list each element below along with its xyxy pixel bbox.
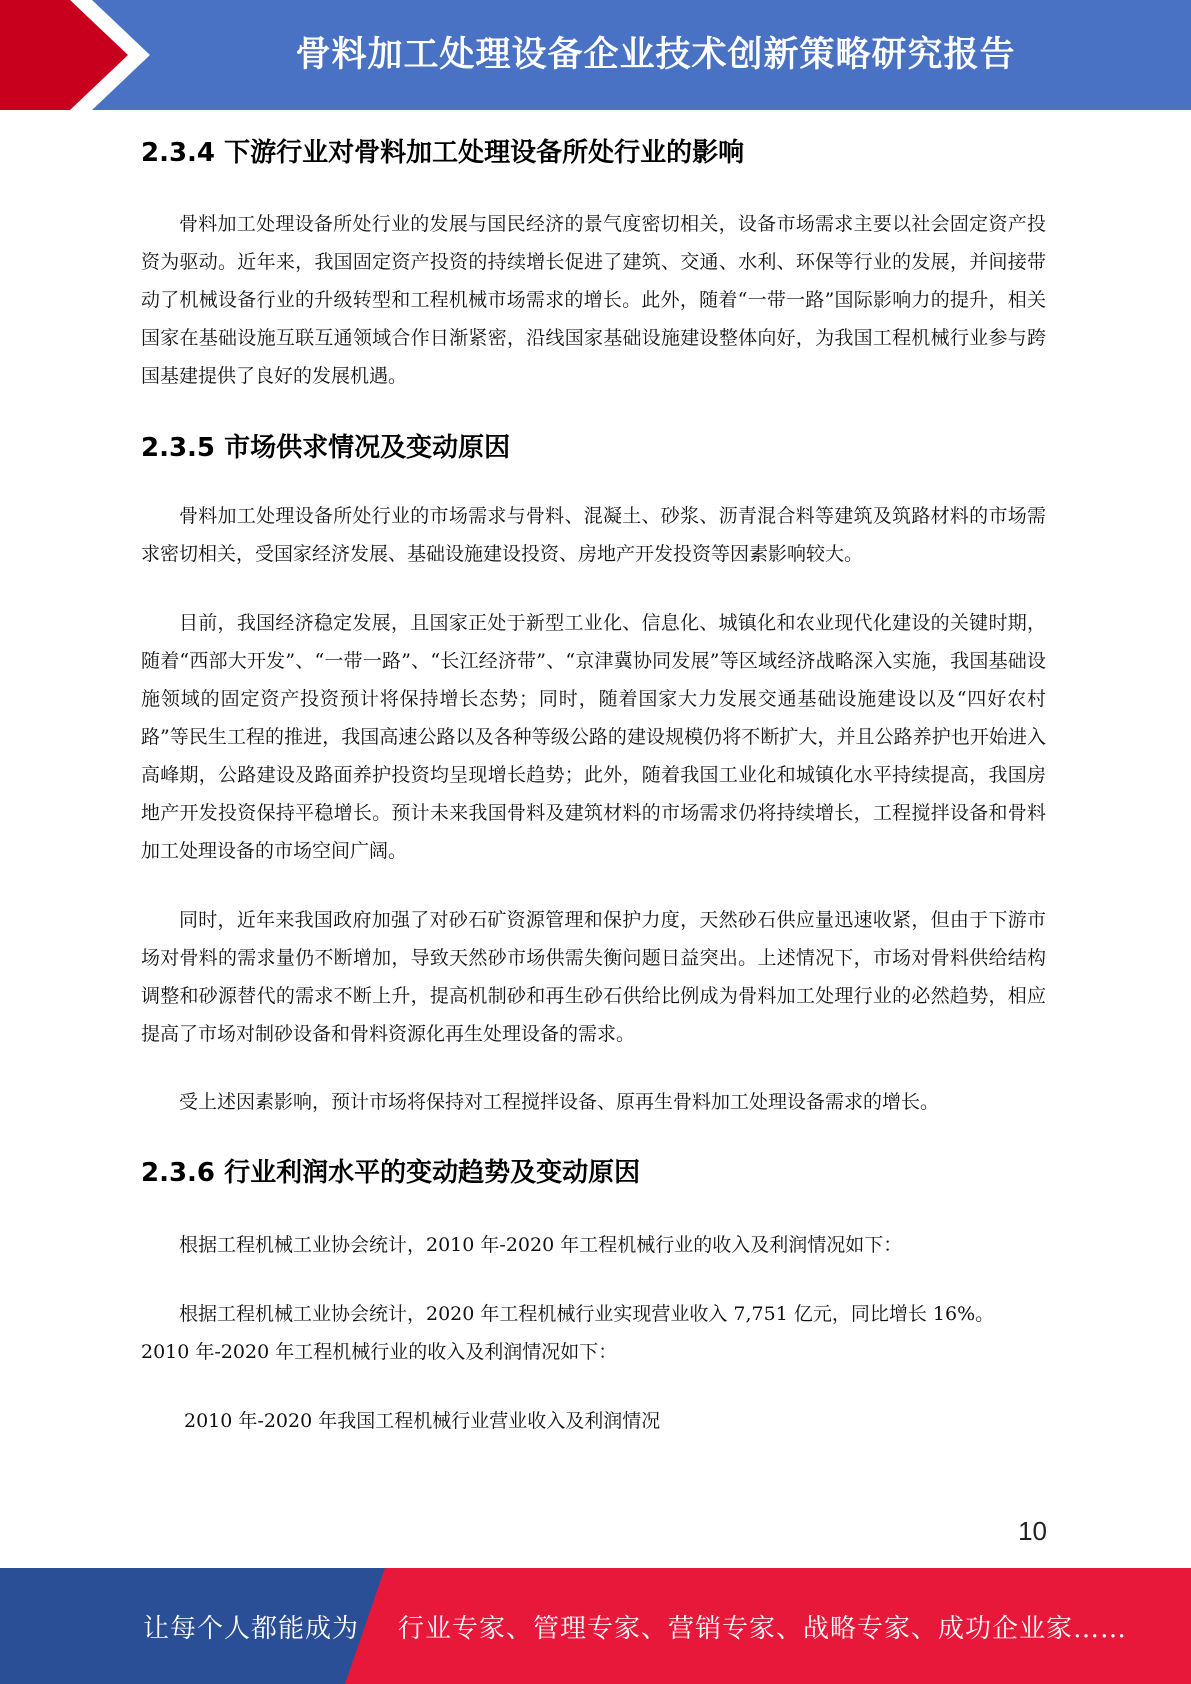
section-2-3-5-paragraph-2: 目前，我国经济稳定发展，且国家正处于新型工业化、信息化、城镇化和农业现代化建设的关键时期，随着“西部大开发”、“一带一路”、“长江经济带”、“京津冀协同发展”等区域经济战略深入实施，我国基础设施领域的固定资产投资预计将保持增长态势；同时，随着国家大力发展交通基础设施建设以及“四好农村路”等民生工程的推进，我国高速公路以及各种等级公路的建设规模仍将不断扩大，并且公路养护也开始进入高峰期，公路建设及路面养护投资均呈现增长趋势；此外，随着我国工业化和城镇化水平持续提高，我国房地产开发投资保持平稳增长。预计未来我国骨料及建筑材料的市场需求仍将持续增长，工程搅拌设备和骨料加工处理设备的市场空间广阔。 bbox=[141, 612, 1046, 862]
section-heading-2-3-4: 2.3.4 下游行业对骨料加工处理设备所处行业的影响 bbox=[141, 138, 745, 168]
section-2-3-6-paragraph-1: 根据工程机械工业协会统计，2010 年-2020 年工程机械行业的收入及利润情况如下： bbox=[179, 1234, 903, 1256]
section-2-3-5-paragraph-3: 同时，近年来我国政府加强了对砂石矿资源管理和保护力度，天然砂石供应量迅速收紧，但由于下游市场对骨料的需求量仍不断增加，导致天然砂市场供需失衡问题日益突出。上述情况下，市场对骨料供给结构调整和砂源替代的需求不断上升，提高机制砂和再生砂石供给比例成为骨料加工处理行业的必然趋势，相应提高了市场对制砂设备和骨料资源化再生处理设备的需求。 bbox=[141, 909, 1046, 1045]
section-2-3-5-paragraph-4: 受上述因素影响，预计市场将保持对工程搅拌设备、原再生骨料加工处理设备需求的增长。 bbox=[179, 1091, 940, 1113]
page-footer-banner bbox=[0, 1568, 1191, 1684]
section-2-3-5-paragraph-1: 骨料加工处理设备所处行业的市场需求与骨料、混凝土、砂浆、沥青混合料等建筑及筑路材料的市场需求密切相关，受国家经济发展、基础设施建设投资、房地产开发投资等因素影响较大。 bbox=[141, 505, 1046, 565]
footer-slogan-left: 让每个人都能成为 bbox=[143, 1613, 360, 1644]
page-header-banner bbox=[0, 0, 1191, 110]
report-title: 骨料加工处理设备企业技术创新策略研究报告 bbox=[295, 35, 1016, 75]
section-2-3-6-paragraph-3: 2010 年-2020 年工程机械行业的收入及利润情况如下： bbox=[141, 1341, 618, 1363]
section-2-3-6-paragraph-2: 根据工程机械工业协会统计，2020 年工程机械行业实现营业收入 7,751 亿元，同比增长 16%。 bbox=[179, 1303, 995, 1325]
footer-slogan-right: 行业专家、管理专家、营销专家、战略专家、成功企业家…… bbox=[398, 1613, 1128, 1644]
section-heading-2-3-6: 2.3.6 行业利润水平的变动趋势及变动原因 bbox=[141, 1158, 641, 1188]
section-2-3-4-paragraph-1: 骨料加工处理设备所处行业的发展与国民经济的景气度密切相关，设备市场需求主要以社会固定资产投资为驱动。近年来，我国固定资产投资的持续增长促进了建筑、交通、水利、环保等行业的发展，并间接带动了机械设备行业的升级转型和工程机械市场需求的增长。此外，随着“一带一路”国际影响力的提升，相关国家在基础设施互联互通领域合作日渐紧密，沿线国家基础设施建设整体向好，为我国工程机械行业参与跨国基建提供了良好的发展机遇。 bbox=[141, 213, 1046, 387]
section-heading-2-3-5: 2.3.5 市场供求情况及变动原因 bbox=[141, 433, 511, 463]
page-number: 10 bbox=[1018, 1516, 1047, 1546]
table-caption: 2010 年-2020 年我国工程机械行业营业收入及利润情况 bbox=[184, 1410, 661, 1432]
